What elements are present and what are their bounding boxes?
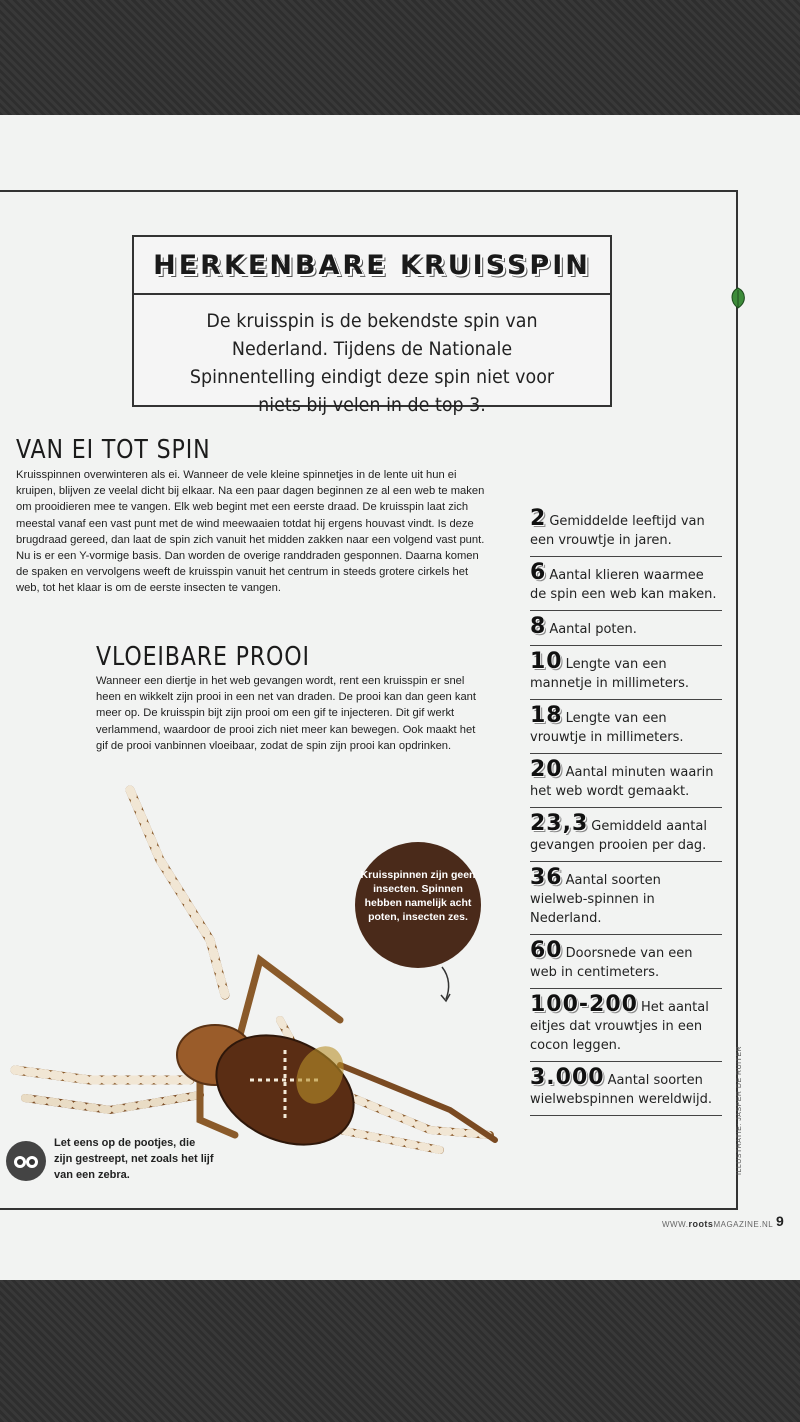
fact-number: 100-200 xyxy=(530,992,638,1017)
fact-number: 8 xyxy=(530,614,547,639)
section1-heading: VAN EI TOT SPIN xyxy=(16,435,211,465)
fact-number: 2 xyxy=(530,506,547,531)
illustration-caption: Let eens op de pootjes, die zijn gestreept, net zoals het lijf van een zebra. xyxy=(54,1137,214,1181)
fact-number: 3.000 xyxy=(530,1065,605,1090)
fact-item xyxy=(530,611,722,646)
fact-description: Gemiddeld aantal gevangen prooien per dag. xyxy=(530,819,707,853)
illustration-credit: ILLUSTRATIE: JASPER DE RUITER xyxy=(736,1045,743,1175)
fact-description: Aantal soorten wielweb-spinnen in Nederland. xyxy=(530,873,661,926)
info-bubble: Kruisspinnen zijn geen insecten. Spinnen hebben namelijk acht poten, insecten zes. xyxy=(355,842,481,968)
fact-description: Gemiddelde leeftijd van een vrouwtje in jaren. xyxy=(530,514,705,548)
fact-item xyxy=(530,700,722,754)
fact-item xyxy=(530,646,722,700)
fact-description: Aantal soorten wielwebspinnen wereldwijd. xyxy=(530,1073,713,1107)
intro-text: De kruisspin is de bekendste spin van Nederland. Tijdens de Nationale Spinnentelling eindigt deze spin niet voor niets bij velen in de top 3. xyxy=(189,310,555,416)
fact-description: Het aantal eitjes dat vrouwtjes in een cocon leggen. xyxy=(530,1000,709,1053)
fact-number: 23,3 xyxy=(530,811,589,836)
fact-description: Aantal poten. xyxy=(549,622,637,637)
section2-heading: VLOEIBARE PROOI xyxy=(96,642,310,672)
arrow-icon xyxy=(436,965,456,1005)
fact-item xyxy=(530,935,722,989)
fact-item xyxy=(530,557,722,611)
facts-list xyxy=(530,503,722,1116)
fact-item xyxy=(530,503,722,557)
fact-number: 6 xyxy=(530,560,547,585)
leaf-icon xyxy=(728,287,748,309)
fact-item xyxy=(530,862,722,935)
fact-item xyxy=(530,808,722,862)
footer-url xyxy=(662,1219,773,1229)
fact-description: Aantal klieren waarmee de spin een web kan maken. xyxy=(530,568,717,602)
magazine-page xyxy=(0,115,800,1280)
fact-number: 10 xyxy=(530,649,563,674)
fact-number: 36 xyxy=(530,865,563,890)
spider-illustration xyxy=(10,780,500,1160)
footer-suffix: MAGAZINE.NL xyxy=(713,1220,774,1229)
section2-text: Wanneer een diertje in het web gevangen wordt, rent een kruisspin er snel heen en wikkelt zijn prooi in een net van draden. De prooi kan dan geen kant meer op. De kruisspin bijt zijn prooi om een gif te injecteren. Dit gif werkt verlammend, waardoor de prooi zich niet meer kan bewegen. Ook maakt het gif de prooi vanbinnen vloeibaar, zodat de spin zijn prooi kan opdrinken. xyxy=(96,675,477,752)
footer-prefix: WWW. xyxy=(662,1220,689,1229)
section1-text: Kruisspinnen overwinteren als ei. Wanneer de vele kleine spinnetjes in de lente uit hun ei kruipen, blijven ze veelal dicht bij elkaar. Na een paar dagen beginnen ze al een web te maken om prooidieren mee te vangen. Elk web begint met een eerste draad. De kruisspin laat zich meestal vanaf een vast punt met de wind meewaaien totdat hij ergens houvast vindt. Is deze brugdraad gereed, dan laat de spin zich vanuit het midden zakken naar een volgend vast punt. Nu is er een Y-vormige basis. Dan worden de overige randdraden gesponnen. Daarna komen de spaken en vervolgens weeft de kruisspin vanuit het centrum in steeds grotere cirkels het web, tot het klaar is om de eerste insecten te vangen. xyxy=(16,469,485,595)
fact-number: 60 xyxy=(530,938,563,963)
fact-description: Aantal minuten waarin het web wordt gemaakt. xyxy=(530,765,714,799)
fact-description: Doorsnede van een web in centimeters. xyxy=(530,946,693,980)
fact-item xyxy=(530,989,722,1062)
page-number: 9 xyxy=(776,1213,784,1229)
fact-item xyxy=(530,1062,722,1116)
fact-number: 18 xyxy=(530,703,563,728)
fact-description: Lengte van een mannetje in millimeters. xyxy=(530,657,690,691)
fact-number: 20 xyxy=(530,757,563,782)
fact-item xyxy=(530,754,722,808)
binoculars-icon xyxy=(6,1141,46,1181)
fact-description: Lengte van een vrouwtje in millimeters. xyxy=(530,711,684,745)
footer-brand: roots xyxy=(688,1219,714,1229)
title-box xyxy=(132,235,612,416)
page-title: HERKENBARE KRUISSPIN xyxy=(153,249,591,281)
title-banner xyxy=(134,237,610,295)
